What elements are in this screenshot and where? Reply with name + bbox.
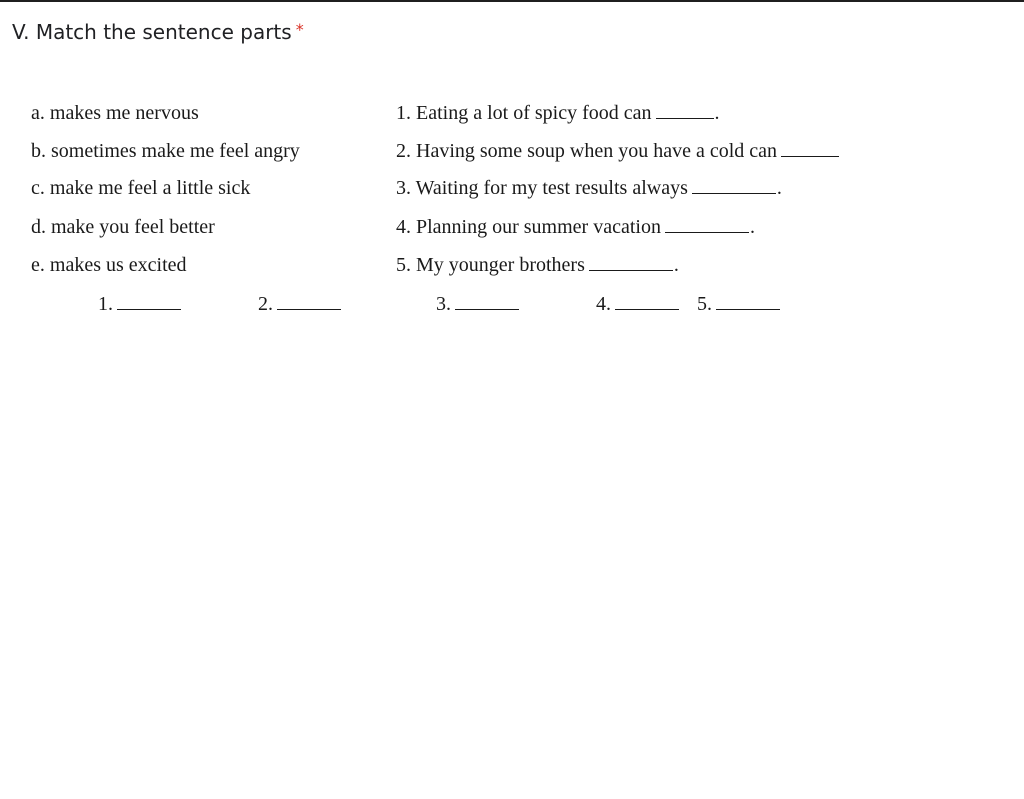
beginning-number: 1. xyxy=(396,102,411,124)
answer-slot-1 xyxy=(98,292,181,316)
answer-slot-5 xyxy=(697,292,780,316)
beginning-text: My younger brothers xyxy=(416,254,585,276)
beginning-3 xyxy=(396,176,782,200)
answer-blank xyxy=(455,293,519,310)
ending-text: makes us excited xyxy=(49,254,187,276)
ending-text: make you feel better xyxy=(51,216,215,238)
exercise-image xyxy=(0,86,1024,336)
ending-a xyxy=(31,101,199,125)
ending-b xyxy=(31,139,300,163)
answer-blank xyxy=(615,293,679,310)
ending-c xyxy=(31,176,250,200)
ending-text: make me feel a little sick xyxy=(49,177,251,199)
required-asterisk: * xyxy=(295,20,304,39)
beginning-4 xyxy=(396,215,755,239)
question-title xyxy=(12,20,304,44)
ending-d xyxy=(31,215,215,239)
answer-number: 4. xyxy=(596,293,611,315)
fill-blank xyxy=(656,102,714,119)
answer-number: 2. xyxy=(258,293,273,315)
sentence-end: . xyxy=(714,102,720,124)
sentence-end: . xyxy=(776,177,782,199)
answer-number: 5. xyxy=(697,293,712,315)
ending-letter: b. xyxy=(31,140,46,162)
beginning-number: 5. xyxy=(396,254,411,276)
ending-text: makes me nervous xyxy=(49,102,199,124)
answer-blank xyxy=(117,293,181,310)
beginning-text: Having some soup when you have a cold can xyxy=(416,140,778,162)
answer-blank xyxy=(277,293,341,310)
ending-e xyxy=(31,253,187,277)
answer-number: 3. xyxy=(436,293,451,315)
beginning-text: Planning our summer vacation xyxy=(416,216,661,238)
beginning-text: Waiting for my test results always xyxy=(415,177,688,199)
ending-letter: c. xyxy=(31,177,45,199)
answer-slot-3 xyxy=(436,292,519,316)
ending-letter: a. xyxy=(31,102,45,124)
fill-blank xyxy=(589,254,673,271)
answer-blank xyxy=(716,293,780,310)
answer-slot-4 xyxy=(596,292,679,316)
top-divider xyxy=(0,0,1024,2)
ending-text: sometimes make me feel angry xyxy=(51,140,300,162)
question-title-text: V. Match the sentence parts xyxy=(12,20,292,44)
sentence-end: . xyxy=(749,216,755,238)
answer-slot-2 xyxy=(258,292,341,316)
fill-blank xyxy=(665,216,749,233)
fill-blank xyxy=(692,177,776,194)
beginning-text: Eating a lot of spicy food can xyxy=(416,102,652,124)
ending-letter: e. xyxy=(31,254,45,276)
ending-letter: d. xyxy=(31,216,46,238)
beginning-number: 4. xyxy=(396,216,411,238)
beginning-5 xyxy=(396,253,679,277)
fill-blank xyxy=(781,140,839,157)
beginning-number: 2. xyxy=(396,140,411,162)
beginning-2 xyxy=(396,139,840,163)
beginning-number: 3. xyxy=(396,177,411,199)
sentence-end: . xyxy=(673,254,679,276)
answer-number: 1. xyxy=(98,293,113,315)
beginning-1 xyxy=(396,101,720,125)
